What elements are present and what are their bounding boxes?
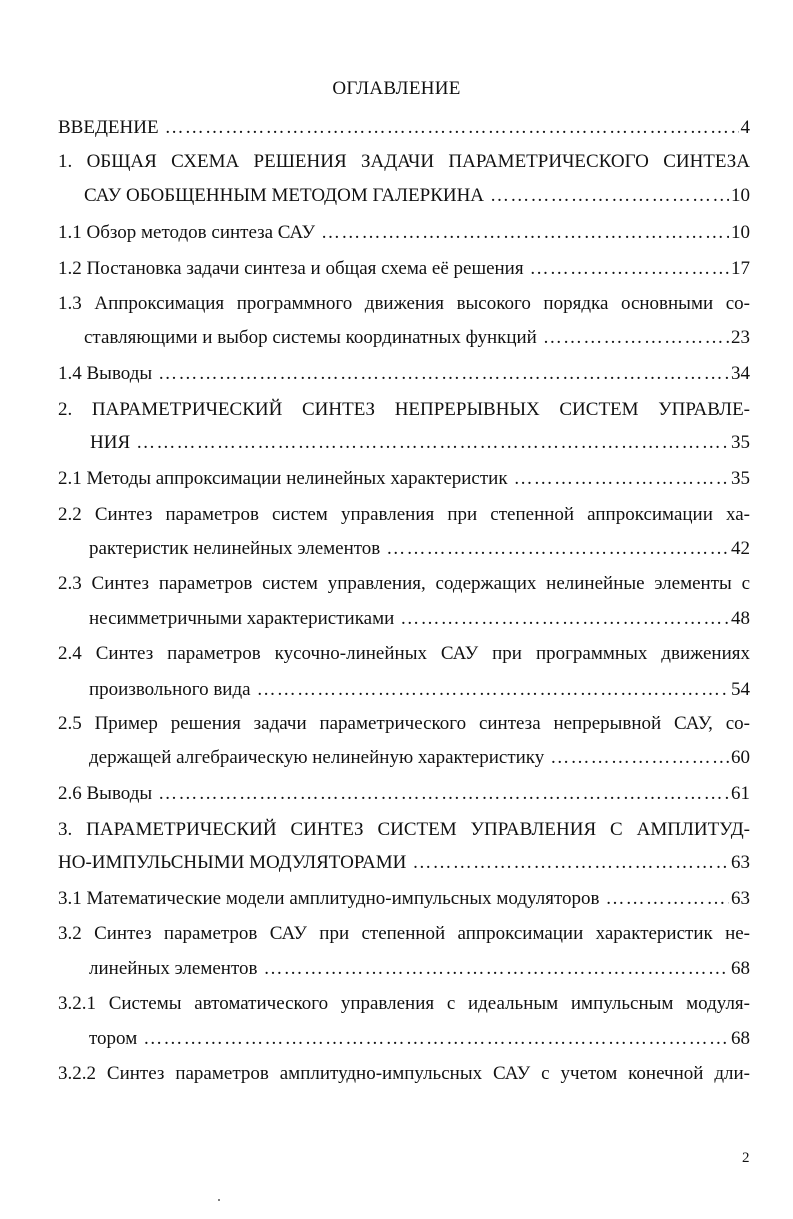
toc-entry-title: линейных элементов (89, 958, 258, 979)
toc-entry (58, 851, 750, 875)
toc-entry (90, 431, 750, 455)
toc-entry-title: САУ ОБОБЩЕННЫМ МЕТОДОМ ГАЛЕРКИНА (84, 185, 485, 206)
leader-dots (605, 887, 729, 911)
toc-entry-line: 3.2 Синтез параметров САУ при степенной аппроксимации характеристик не- (58, 923, 750, 944)
toc-entry-line: 2.2 Синтез параметров систем управления при степенной аппроксимации ха- (58, 504, 750, 525)
leader-dots (530, 257, 729, 281)
toc-entry (84, 184, 750, 208)
toc-entry (89, 1027, 750, 1051)
page-number: 2 (742, 1150, 750, 1166)
toc-entry-page: 4 (740, 117, 750, 138)
toc-entry-line: 2.4 Синтез параметров кусочно-линейных САУ при программных движениях (58, 643, 750, 664)
toc-entry-page: 10 (731, 222, 750, 243)
leader-dots (257, 678, 729, 702)
toc-entry (58, 257, 750, 281)
toc-entry (84, 326, 750, 350)
leader-dots (143, 1027, 729, 1051)
toc-entry-line: 3.2.2 Синтез параметров амплитудно-импульсных САУ с учетом конечной дли- (58, 1063, 750, 1084)
toc-entry (89, 607, 750, 631)
toc-entry-line: 3.2.1 Системы автоматического управления с идеальным импульсным модуля- (58, 993, 750, 1014)
toc-entry-title: НИЯ (90, 432, 131, 453)
toc-entry-page: 48 (731, 608, 750, 629)
toc-entry-page: 68 (731, 1028, 750, 1049)
toc-entry-page: 61 (731, 783, 750, 804)
leader-dots (514, 467, 729, 491)
toc-entry-title: несимметричными характеристиками (89, 608, 395, 629)
toc-entry-page: 35 (731, 468, 750, 489)
page-title: ОГЛАВЛЕНИЕ (332, 78, 461, 99)
leader-dots (165, 116, 739, 140)
leader-dots (543, 326, 729, 350)
toc-entry (89, 746, 750, 770)
toc-entry (89, 957, 750, 981)
leader-dots (550, 746, 729, 770)
toc-entry-title: держащей алгебраическую нелинейную характеристику (89, 747, 545, 768)
toc-entry-page: 35 (731, 432, 750, 453)
leader-dots (263, 957, 729, 981)
toc-entry (58, 116, 750, 140)
toc-entry-page: 10 (731, 185, 750, 206)
toc-entry-title: рактеристик нелинейных элементов (89, 538, 381, 559)
toc-entry-title: произвольного вида (89, 679, 251, 700)
leader-dots (158, 782, 729, 806)
toc-entry-line: 3. ПАРАМЕТРИЧЕСКИЙ СИНТЕЗ СИСТЕМ УПРАВЛЕНИЯ С АМПЛИТУД- (58, 819, 750, 840)
toc-entry-title: 1.4 Выводы (58, 363, 153, 384)
leader-dots (400, 607, 729, 631)
toc-entry-page: 63 (731, 852, 750, 873)
leader-dots (321, 221, 729, 245)
toc-entry-line: 1. ОБЩАЯ СХЕМА РЕШЕНИЯ ЗАДАЧИ ПАРАМЕТРИЧЕСКОГО СИНТЕЗА (58, 151, 750, 172)
toc-entry-title: 2.1 Методы аппроксимации нелинейных характеристик (58, 468, 508, 489)
toc-entry (89, 678, 750, 702)
toc-entry-line: 2. ПАРАМЕТРИЧЕСКИЙ СИНТЕЗ НЕПРЕРЫВНЫХ СИСТЕМ УПРАВЛЕ- (58, 399, 750, 420)
toc-entry-page: 42 (731, 538, 750, 559)
toc-entry-line: 2.5 Пример решения задачи параметрического синтеза непрерывной САУ, со- (58, 713, 750, 734)
toc-entry (58, 221, 750, 245)
toc-entry-title: 2.6 Выводы (58, 783, 153, 804)
toc-entry-title: НО-ИМПУЛЬСНЫМИ МОДУЛЯТОРАМИ (58, 852, 407, 873)
scan-speck (218, 1199, 220, 1201)
toc-entry-title: ставляющими и выбор системы координатных функций (84, 327, 537, 348)
toc-entry (58, 887, 750, 911)
toc-entry-page: 54 (731, 679, 750, 700)
toc-entry-page: 23 (731, 327, 750, 348)
toc-entry-page: 63 (731, 888, 750, 909)
leader-dots (412, 851, 729, 875)
toc-entry (58, 782, 750, 806)
leader-dots (490, 184, 729, 208)
toc-entry-page: 34 (731, 363, 750, 384)
toc-entry-page: 68 (731, 958, 750, 979)
toc-entry-title: ВВЕДЕНИЕ (58, 117, 159, 138)
toc-entry (58, 362, 750, 386)
toc-entry-title: 1.2 Постановка задачи синтеза и общая схема её решения (58, 258, 524, 279)
toc-entry (58, 467, 750, 491)
leader-dots (386, 537, 729, 561)
toc-entry-page: 17 (731, 258, 750, 279)
toc-entry-title: 3.1 Математические модели амплитудно-импульсных модуляторов (58, 888, 600, 909)
toc-entry-page: 60 (731, 747, 750, 768)
toc-entry-line: 1.3 Аппроксимация программного движения высокого порядка основными со- (58, 293, 750, 314)
toc-entry (89, 537, 750, 561)
leader-dots (136, 431, 729, 455)
toc-entry-line: 2.3 Синтез параметров систем управления, содержащих нелинейные элементы с (58, 573, 750, 594)
toc-entry-title: тором (89, 1028, 138, 1049)
leader-dots (158, 362, 729, 386)
toc-entry-title: 1.1 Обзор методов синтеза САУ (58, 222, 316, 243)
